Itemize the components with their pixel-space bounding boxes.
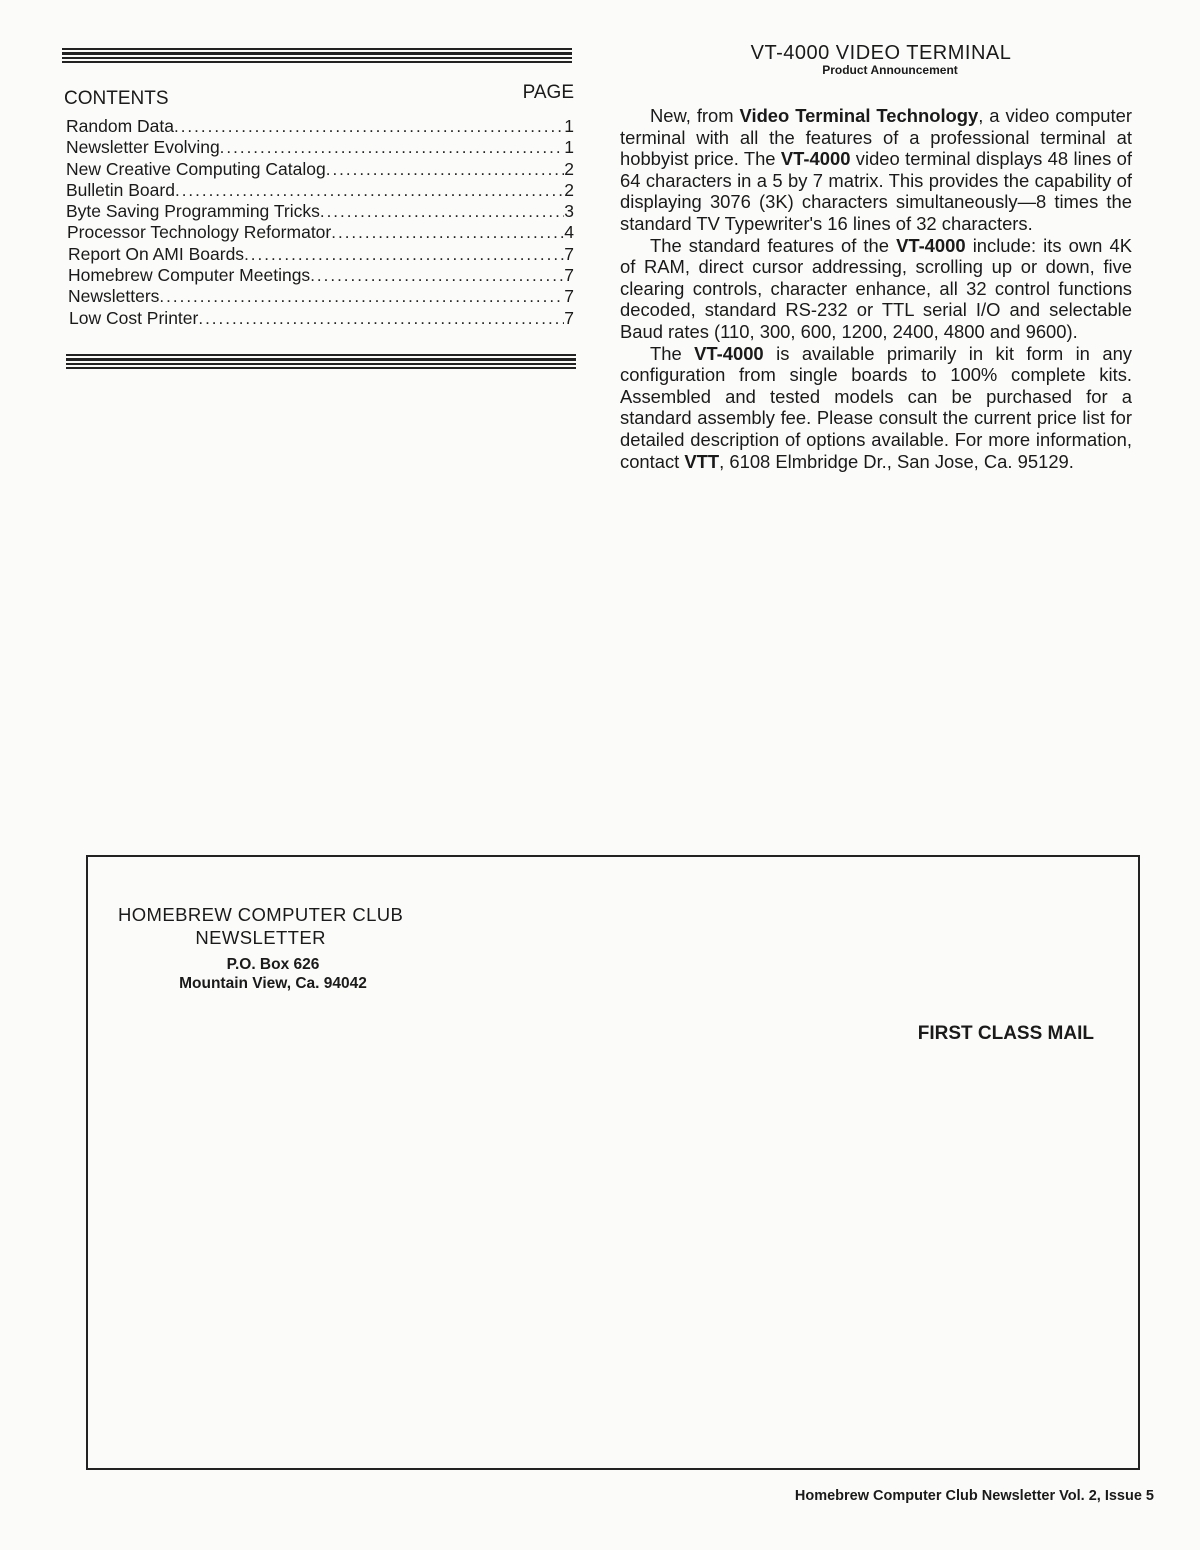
toc-leader (310, 266, 564, 286)
toc-title: Newsletter Evolving (66, 137, 220, 158)
table-of-contents (64, 82, 574, 329)
article-body (620, 105, 1132, 472)
toc-title: Byte Saving Programming Tricks (66, 201, 320, 222)
return-address (88, 955, 458, 993)
contents-bottom-rule (66, 354, 576, 371)
toc-page: 2 (564, 158, 574, 179)
product-announcement (620, 42, 1132, 472)
toc-entry (64, 265, 574, 286)
toc-leader (320, 202, 564, 222)
article-paragraph: The standard features of the VT-4000 include: its own 4K of RAM, direct cursor addressing, scrolling up or down, five clearing controls, character enhance, all 32 control functions decoded, standard RS-232 or TTL serial I/O and selectable Baud rates (110, 300, 600, 1200, 2400, 4800 and 9600). (620, 234, 1132, 342)
page-footer: Homebrew Computer Club Newsletter Vol. 2, Issue 5 (794, 1488, 1154, 1504)
toc-title: Homebrew Computer Meetings (68, 265, 311, 286)
toc-title: Newsletters (68, 286, 160, 307)
toc-title: New Creative Computing Catalog (66, 158, 326, 179)
toc-page: 7 (564, 307, 574, 328)
club-newsletter: NEWSLETTER (195, 927, 326, 948)
city-line: Mountain View, Ca. 94042 (179, 975, 367, 992)
club-name: HOMEBREW COMPUTER CLUB (118, 904, 404, 925)
article-subtitle: Product Announcement (822, 63, 958, 77)
toc-leader (220, 138, 565, 158)
toc-page: 7 (564, 265, 574, 286)
postage-class: FIRST CLASS MAIL (917, 1023, 1094, 1044)
page-heading: PAGE (522, 82, 574, 103)
toc-entry (64, 180, 574, 201)
toc-leader (326, 160, 565, 180)
toc-leader (174, 117, 564, 137)
toc-page: 7 (564, 243, 574, 264)
po-box: P.O. Box 626 (226, 956, 320, 973)
contents-header (64, 82, 574, 110)
toc-page: 1 (564, 137, 574, 158)
toc-page: 1 (564, 116, 574, 136)
toc-page: 2 (564, 179, 574, 200)
toc-entry (64, 201, 574, 222)
toc-leader (159, 287, 564, 307)
return-address-name (118, 903, 403, 949)
toc-page: 4 (564, 222, 574, 243)
toc-leader (175, 181, 564, 201)
toc-page: 3 (564, 201, 574, 222)
toc-leader (244, 245, 564, 265)
toc-title: Report On AMI Boards (68, 243, 245, 264)
toc-entry (64, 308, 574, 329)
toc-title: Random Data (66, 116, 174, 136)
toc-entry (64, 244, 574, 265)
contents-heading: CONTENTS (64, 88, 169, 109)
toc-leader (331, 223, 564, 243)
toc-entry (64, 116, 574, 137)
toc-entry (64, 286, 574, 307)
toc-title: Processor Technology Reformator (67, 222, 332, 243)
article-paragraph: The VT-4000 is available primarily in kit form in any configuration from single boards to 100% complete kits. Assembled and tested models can be purchased for a standard assembly fee. Please consult the current price list for detailed description of options available. For more information, contact VTT, 6108 Elmbridge Dr., San Jose, Ca. 95129. (620, 342, 1132, 472)
toc-entry (64, 137, 574, 158)
contents-list (64, 116, 574, 329)
contents-top-rule (62, 48, 572, 65)
toc-title: Low Cost Printer (69, 307, 199, 328)
toc-entry (64, 222, 574, 243)
toc-entry (64, 159, 574, 180)
toc-leader (198, 309, 564, 329)
toc-page: 7 (564, 286, 574, 307)
mailing-panel (86, 855, 1140, 1470)
article-paragraph: New, from Video Terminal Technology, a video computer terminal with all the features of a professional terminal at hobbyist price. The VT-4000 video terminal displays 48 lines of 64 characters in a 5 by 7 matrix. This provides the capability of displaying 3076 (3K) characters simultaneously—8 times the standard TV Typewriter's 16 lines of 32 characters. (620, 105, 1133, 234)
toc-title: Bulletin Board (66, 179, 175, 200)
article-title: VT-4000 VIDEO TERMINAL (750, 42, 1012, 64)
